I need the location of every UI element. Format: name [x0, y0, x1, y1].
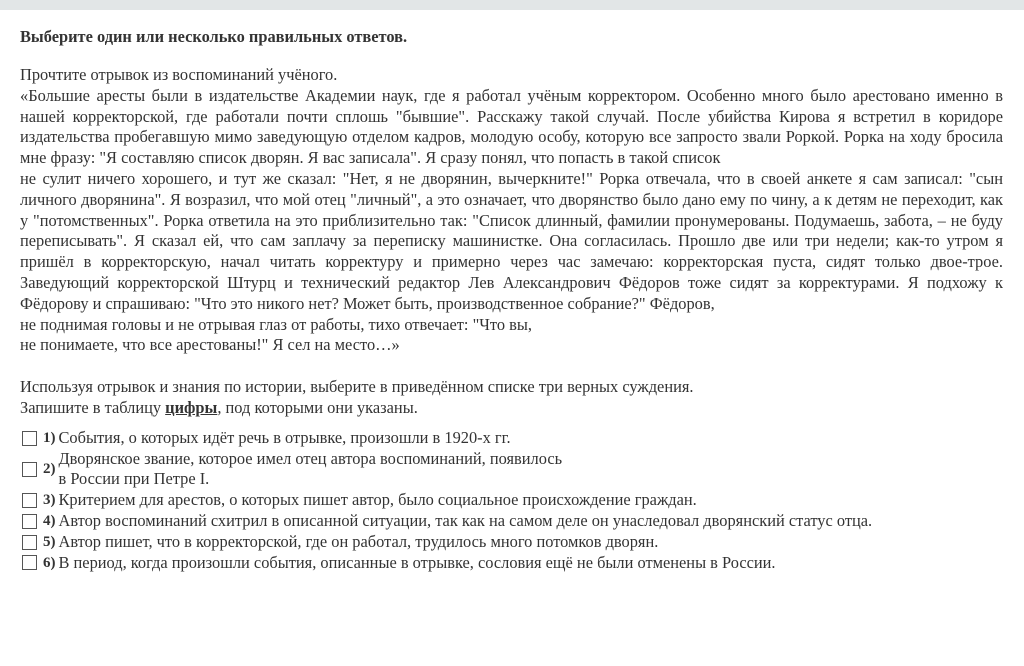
answer-option-1[interactable] — [20, 428, 1003, 449]
checkbox[interactable] — [22, 431, 37, 446]
passage — [20, 86, 1003, 356]
option-text: В период, когда произошли события, описанные в отрывке, сословия ещё не были отменены в России. — [58, 552, 776, 572]
task-line-2-start: Запишите в таблицу — [20, 397, 166, 417]
option-text: Автор воспоминаний схитрил в описанной ситуации, так как на самом деле он унаследовал дворянский статус отца. — [58, 510, 873, 530]
question-instruction: Выберите один или несколько правильных ответов. — [20, 27, 408, 46]
checkbox[interactable] — [22, 535, 37, 550]
task-line-1: Используя отрывок и знания по истории, выберите в приведённом списке три верных суждения. — [20, 377, 694, 397]
task-emphasis: цифры — [165, 397, 218, 417]
option-number: 3) — [43, 492, 56, 509]
top-band — [0, 0, 1024, 10]
task-line-2 — [20, 398, 1003, 419]
option-text-line-2: в России при Петре I. — [58, 469, 210, 489]
checkbox[interactable] — [22, 462, 37, 477]
option-text: Критерием для арестов, о которых пишет автор, было социальное происхождение граждан. — [58, 490, 697, 510]
option-text — [59, 449, 563, 491]
passage-intro: Прочтите отрывок из воспоминаний учёного. — [20, 65, 338, 84]
option-number: 6) — [43, 554, 56, 571]
option-text-line-1: Дворянское звание, которое имел отец автора воспоминаний, появилось — [58, 448, 563, 468]
answer-option-6[interactable] — [20, 553, 1003, 574]
checkbox[interactable] — [22, 514, 37, 529]
option-text: Автор пишет, что в корректорской, где он работал, трудилось много потомков дворян. — [58, 531, 659, 551]
answer-option-2[interactable] — [20, 449, 1003, 491]
option-number: 4) — [43, 512, 56, 529]
task-text — [20, 377, 1003, 419]
answer-option-3[interactable] — [20, 490, 1003, 511]
checkbox[interactable] — [22, 555, 37, 570]
task-line-2-end: , под которыми они указаны. — [217, 397, 418, 417]
answer-options — [20, 428, 1003, 574]
answer-option-4[interactable] — [20, 511, 1003, 532]
passage-paragraph: не понимаете, что все арестованы!" Я сел на место…» — [20, 335, 400, 355]
question-content — [0, 27, 1024, 573]
answer-option-5[interactable] — [20, 532, 1003, 553]
checkbox[interactable] — [22, 493, 37, 508]
passage-paragraph: не сулит ничего хорошего, и тут же сказал: "Нет, я не дворянин, вычеркните!" Рорка отвечала, что в своей анкете я сам записал: "сын личного дворянина". Я возразил, что мой отец "личный", а это означает, что дворянство было дано ему по чину, а к детям не переходит, как у "потомственных". Рорка ответила на это приблизительно так: "Список длинный, фамилии пронумерованы. Подумаешь, забота, – не буду переписывать". Я сказал ей, что сам заплачу за переписку машинистке. Она согласилась. Прошло две или три недели; как-то утром я пришёл в корректорскую, начал читать корректуру и примерно через час замечаю: корректорская пуста, сидят только двое-трое. Заведующий корректорской Штурц и технический редактор Лев Александрович Фёдоров тоже сидят за корректурами. Я подхожу к Фёдорову и спрашиваю: "Что это никого нет? Может быть, производственное собрание?" Фёдоров, — [20, 168, 1003, 313]
passage-paragraph: «Большие аресты были в издательстве Академии наук, где я работал учёным корректором. Особенно много было арестовано именно в нашей корректорской, где работали почти сплошь "бывшие". Расскажу такой случай. После убийства Кирова я встретил в коридоре издательства пробегавшую мимо заведующую отделом кадров, молодую особу, которую все запросто звали Роркой. Рорка на ходу бросила мне фразу: "Я составляю список дворян. Я вас записала". Я сразу понял, что попасть в такой список — [20, 85, 1003, 168]
option-text: События, о которых идёт речь в отрывке, произошли в 1920-х гг. — [58, 427, 511, 447]
option-number: 5) — [43, 533, 56, 550]
option-number: 1) — [43, 429, 56, 446]
option-number: 2) — [43, 460, 56, 477]
passage-paragraph: не поднимая головы и не отрывая глаз от работы, тихо отвечает: "Что вы, — [20, 314, 533, 334]
